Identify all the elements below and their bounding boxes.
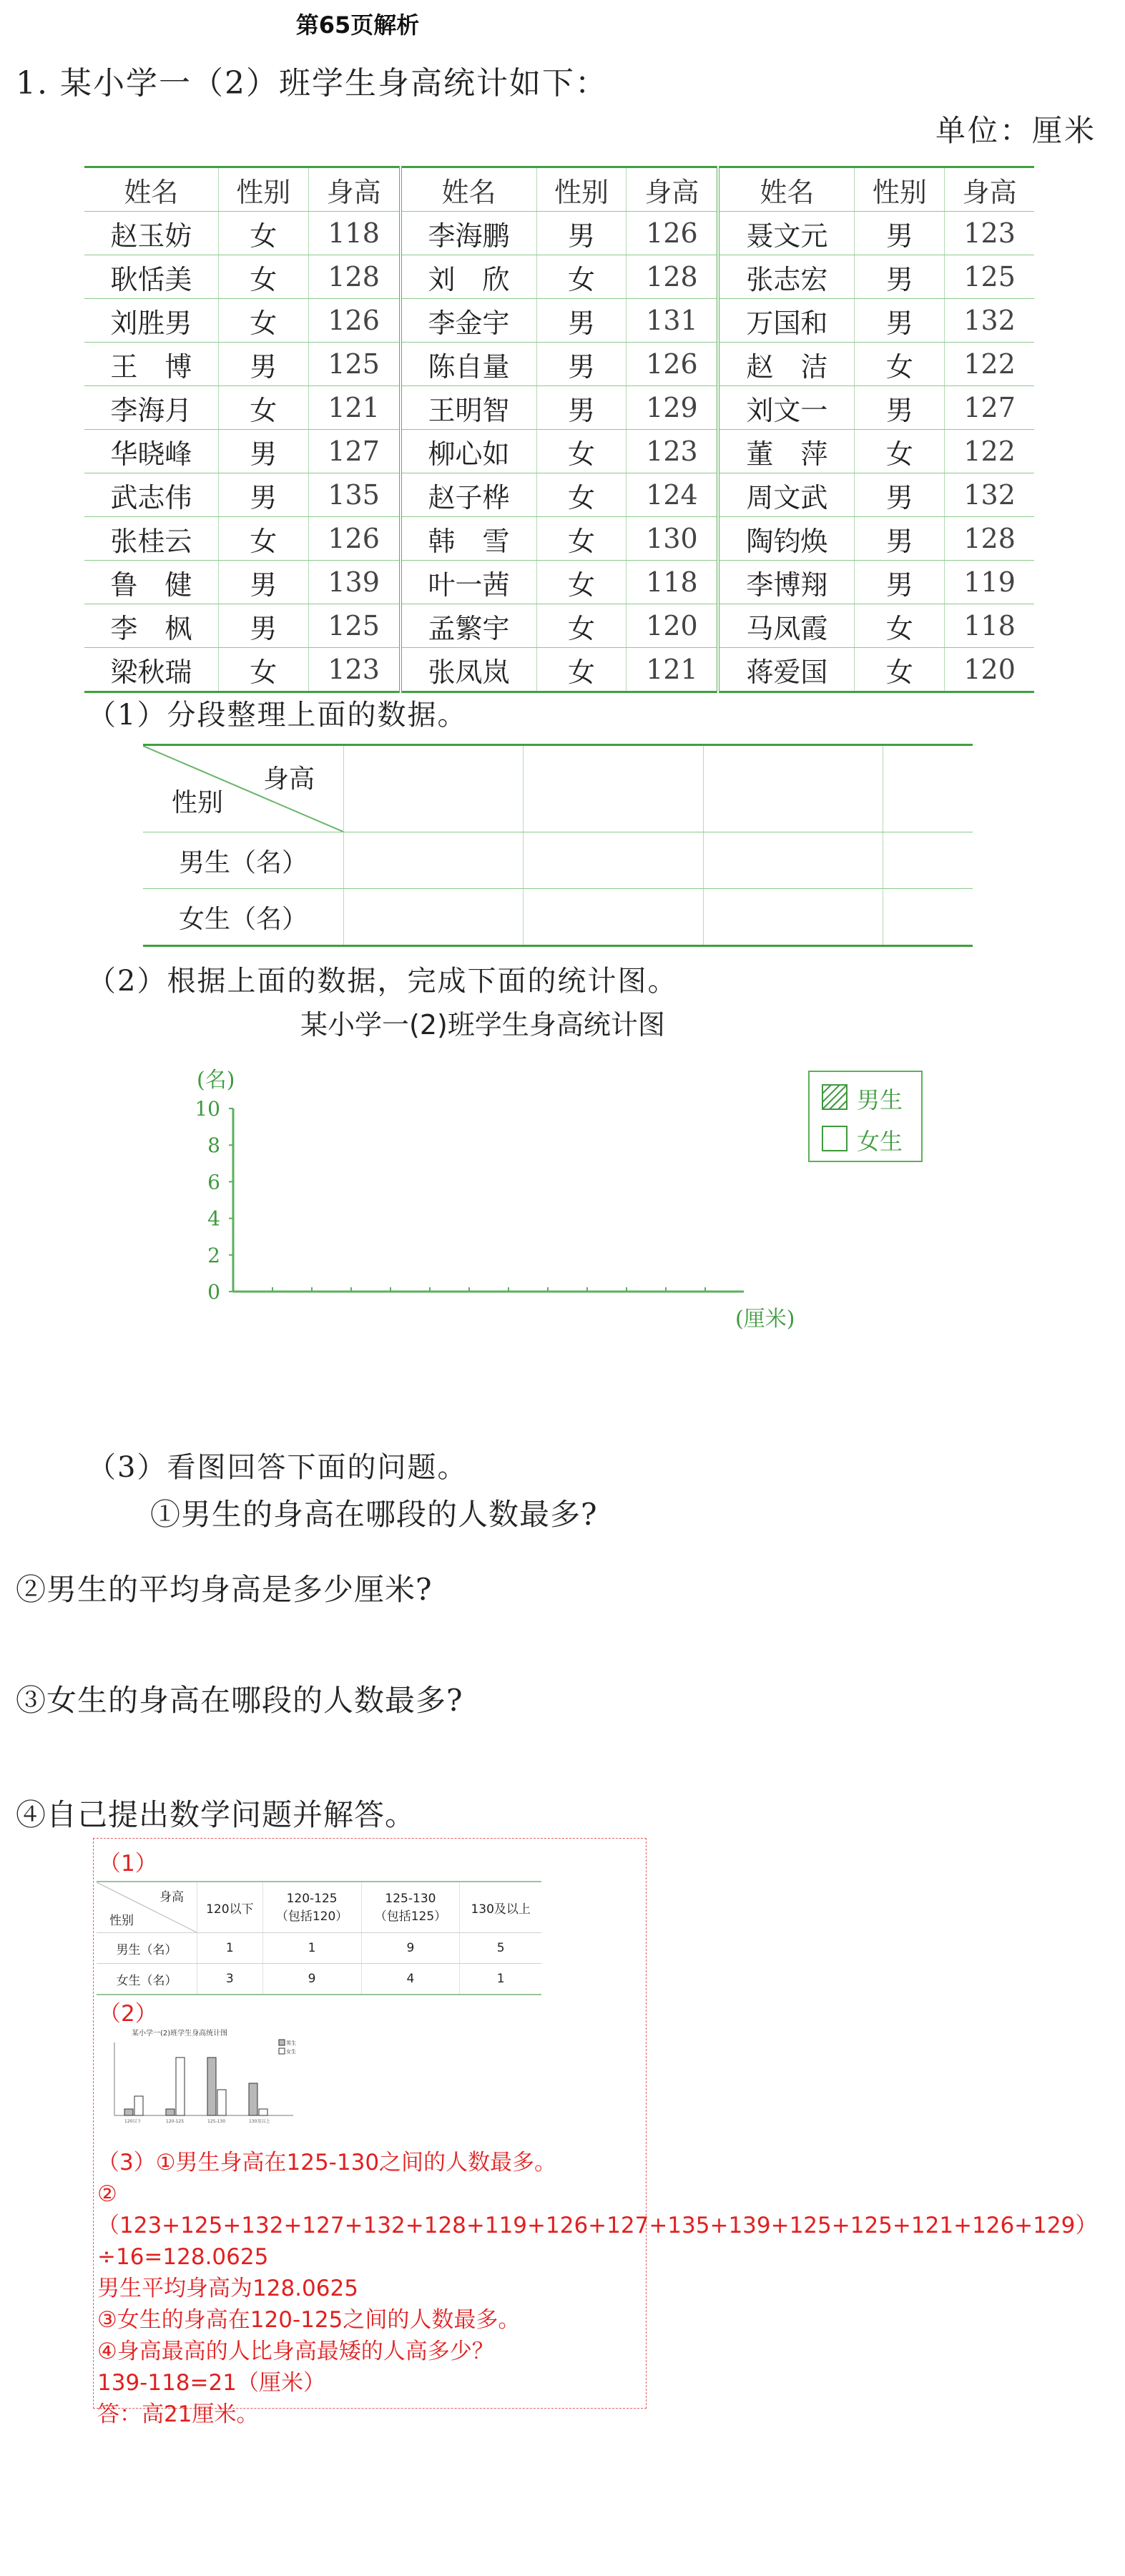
student-name: 万国和 [718, 299, 855, 343]
table-header-cell: 性别 [218, 167, 308, 212]
student-height: 126 [308, 299, 400, 343]
student-height: 121 [627, 648, 718, 692]
student-height: 122 [945, 343, 1034, 386]
student-gender: 男 [855, 473, 945, 517]
question-2: ②男生的平均身高是多少厘米? [16, 1572, 433, 1607]
table-row [84, 561, 1034, 604]
answer-cell: 9 [262, 1964, 361, 1995]
table-header-cell: 姓名 [401, 167, 537, 212]
part3-label: （3）看图回答下面的问题。 [87, 1451, 468, 1484]
height-table [84, 166, 1034, 693]
answer-cell: 1 [262, 1933, 361, 1964]
female-bar [217, 2090, 226, 2115]
row-label-male: 男生（名） [143, 832, 344, 889]
student-height: 125 [308, 604, 400, 648]
student-gender: 男 [536, 299, 627, 343]
male-bar [207, 2058, 216, 2115]
answer-cell: 1 [197, 1933, 263, 1964]
answer-col-header: 125-130 （包括125） [361, 1882, 460, 1933]
answer-line: ③女生的身高在120-125之间的人数最多。 [97, 2307, 521, 2333]
female-bar [259, 2109, 267, 2115]
answer-cell: 1 [460, 1964, 541, 1995]
y-tick-label: 6 [207, 1170, 220, 1194]
x-unit-label: (厘米) [735, 1307, 795, 1332]
y-tick-label: 2 [207, 1243, 220, 1267]
student-gender: 女 [218, 212, 308, 255]
student-name: 李海月 [84, 386, 218, 430]
answer-corner [97, 1882, 197, 1933]
answer-text-block [97, 2147, 1098, 2430]
table-row [84, 473, 1034, 517]
blank-cell[interactable] [883, 745, 973, 832]
table-row [84, 386, 1034, 430]
blank-cell[interactable] [344, 889, 524, 946]
answer-cell: 3 [197, 1964, 263, 1995]
answer-x-label: 120-125 [166, 2119, 185, 2124]
y-unit-label: (名) [197, 1068, 235, 1093]
blank-cell[interactable] [524, 832, 703, 889]
question-3: ③女生的身高在哪段的人数最多? [16, 1683, 463, 1718]
student-name: 陶钧焕 [718, 517, 855, 561]
student-height: 135 [308, 473, 400, 517]
student-gender: 女 [218, 255, 308, 299]
student-gender: 男 [855, 299, 945, 343]
student-name: 李 枫 [84, 604, 218, 648]
student-height: 123 [627, 430, 718, 473]
student-gender: 女 [855, 430, 945, 473]
student-name: 马凤霞 [718, 604, 855, 648]
student-height: 121 [308, 386, 400, 430]
male-bar [166, 2109, 175, 2115]
answer-corner-top: 身高 [159, 1890, 184, 1904]
student-height: 128 [627, 255, 718, 299]
student-name: 周文武 [718, 473, 855, 517]
answer-1-label: （1） [99, 1851, 157, 1877]
student-name: 陈自量 [401, 343, 537, 386]
student-gender: 女 [536, 604, 627, 648]
student-gender: 男 [536, 386, 627, 430]
student-name: 王明智 [401, 386, 537, 430]
answer-2-label: （2） [99, 2001, 157, 2027]
row-label-female: 女生（名） [143, 889, 344, 946]
student-name: 王 博 [84, 343, 218, 386]
empty-chart [186, 1058, 830, 1344]
student-name: 张志宏 [718, 255, 855, 299]
student-name: 韩 雪 [401, 517, 537, 561]
student-height: 127 [945, 386, 1034, 430]
student-name: 张桂云 [84, 517, 218, 561]
male-bar [124, 2109, 133, 2115]
student-gender: 女 [536, 430, 627, 473]
table-header-cell: 身高 [627, 167, 718, 212]
unit-label: 单位：厘米 [935, 113, 1096, 148]
table-header-cell: 身高 [945, 167, 1034, 212]
answer-legend-swatch [279, 2048, 285, 2054]
student-gender: 男 [855, 255, 945, 299]
student-height: 126 [308, 517, 400, 561]
student-name: 梁秋瑞 [84, 648, 218, 692]
y-tick-label: 4 [207, 1206, 220, 1231]
student-gender: 女 [536, 255, 627, 299]
student-height: 120 [945, 648, 1034, 692]
y-tick-label: 10 [195, 1097, 220, 1121]
table-header-cell: 性别 [855, 167, 945, 212]
student-gender: 男 [218, 343, 308, 386]
student-height: 126 [627, 343, 718, 386]
student-name: 李博翔 [718, 561, 855, 604]
answer-cell: 4 [361, 1964, 460, 1995]
table-row [84, 212, 1034, 255]
table-header-cell: 姓名 [84, 167, 218, 212]
student-name: 聂文元 [718, 212, 855, 255]
answer-line: ④身高最高的人比身高最矮的人高多少？ [97, 2339, 494, 2364]
student-gender: 女 [536, 517, 627, 561]
answer-table [97, 1881, 541, 1995]
chart-title: 某小学一(2)班学生身高统计图 [300, 1009, 665, 1041]
student-gender: 女 [218, 299, 308, 343]
table-header-cell: 身高 [308, 167, 400, 212]
chart-legend [808, 1071, 923, 1162]
part2-label: （2）根据上面的数据，完成下面的统计图。 [87, 965, 678, 998]
student-height: 123 [308, 648, 400, 692]
student-height: 130 [627, 517, 718, 561]
answer-chart [100, 2025, 308, 2125]
blank-table [143, 744, 973, 947]
student-name: 鲁 健 [84, 561, 218, 604]
student-name: 李海鹏 [401, 212, 537, 255]
female-bar [134, 2096, 143, 2115]
student-name: 武志伟 [84, 473, 218, 517]
student-height: 118 [627, 561, 718, 604]
student-gender: 女 [855, 604, 945, 648]
student-height: 132 [945, 473, 1034, 517]
student-name: 赵子桦 [401, 473, 537, 517]
answer-x-label: 125-130 [207, 2119, 226, 2124]
table-row [84, 299, 1034, 343]
student-height: 124 [627, 473, 718, 517]
student-gender: 男 [218, 604, 308, 648]
student-gender: 男 [218, 430, 308, 473]
student-name: 张凤岚 [401, 648, 537, 692]
answer-corner-bottom: 性别 [109, 1914, 134, 1928]
student-gender: 女 [536, 561, 627, 604]
student-height: 122 [945, 430, 1034, 473]
corner-bottom-label: 性别 [172, 788, 224, 817]
answer-row-label: 男生（名） [97, 1933, 197, 1964]
student-name: 耿恬美 [84, 255, 218, 299]
answer-line: 男生平均身高为128.0625 [97, 2276, 358, 2301]
table-row [84, 517, 1034, 561]
student-gender: 男 [855, 386, 945, 430]
answer-col-header: 120以下 [197, 1882, 263, 1933]
answer-chart-title: 某小学一(2)班学生身高统计图 [132, 2030, 228, 2037]
female-legend-swatch [821, 1125, 850, 1154]
student-name: 华晓峰 [84, 430, 218, 473]
answer-line: 答：高21厘米。 [97, 2402, 259, 2427]
answer-legend-label: 男生 [286, 2040, 296, 2046]
student-height: 132 [945, 299, 1034, 343]
student-height: 129 [627, 386, 718, 430]
question-title: 1. 某小学一（2）班学生身高统计如下： [16, 65, 608, 102]
student-gender: 男 [218, 473, 308, 517]
answer-row-label: 女生（名） [97, 1964, 197, 1995]
page-header: 第65页解析 [295, 11, 420, 39]
blank-cell[interactable] [703, 832, 883, 889]
student-gender: 男 [855, 561, 945, 604]
part1-label: （1）分段整理上面的数据。 [87, 699, 468, 732]
student-name: 李金宇 [401, 299, 537, 343]
answer-line: （3）①男生身高在125-130之间的人数最多。 [97, 2150, 557, 2176]
student-height: 128 [945, 517, 1034, 561]
student-height: 131 [627, 299, 718, 343]
student-height: 120 [627, 604, 718, 648]
student-gender: 女 [218, 648, 308, 692]
female-bar [176, 2058, 185, 2115]
answer-cell: 9 [361, 1933, 460, 1964]
student-name: 赵玉妨 [84, 212, 218, 255]
blank-cell[interactable] [524, 889, 703, 946]
blank-cell[interactable] [344, 745, 524, 832]
answer-x-label: 120以下 [124, 2119, 142, 2124]
answer-legend-label: 女生 [286, 2049, 296, 2055]
student-gender: 女 [218, 386, 308, 430]
table-row [84, 430, 1034, 473]
male-legend-swatch [821, 1083, 850, 1112]
student-gender: 男 [855, 517, 945, 561]
student-gender: 女 [855, 648, 945, 692]
student-height: 119 [945, 561, 1034, 604]
answer-col-header: 130及以上 [460, 1882, 541, 1933]
student-name: 柳心如 [401, 430, 537, 473]
blank-cell[interactable] [524, 745, 703, 832]
student-gender: 男 [536, 343, 627, 386]
y-tick-label: 0 [207, 1280, 220, 1304]
student-height: 125 [945, 255, 1034, 299]
student-height: 118 [945, 604, 1034, 648]
table-header-cell: 姓名 [718, 167, 855, 212]
student-name: 赵 洁 [718, 343, 855, 386]
table-header-cell: 性别 [536, 167, 627, 212]
answer-line: （123+125+132+127+132+128+119+126+127+135+139+125+125+121+126+129） [97, 2213, 1098, 2238]
question-4: ④自己提出数学问题并解答。 [16, 1797, 416, 1832]
question-1: ①男生的身高在哪段的人数最多? [150, 1497, 598, 1532]
student-height: 128 [308, 255, 400, 299]
answer-line: ② [97, 2181, 117, 2207]
answer-line: 139-118=21（厘米） [97, 2370, 325, 2396]
blank-cell[interactable] [703, 745, 883, 832]
table-row [84, 648, 1034, 692]
student-name: 刘 欣 [401, 255, 537, 299]
student-gender: 女 [536, 473, 627, 517]
blank-cell[interactable] [883, 889, 973, 946]
blank-cell[interactable] [703, 889, 883, 946]
corner-top-label: 身高 [262, 765, 315, 794]
table-row [84, 255, 1034, 299]
student-height: 123 [945, 212, 1034, 255]
student-name: 刘胜男 [84, 299, 218, 343]
blank-corner [143, 745, 344, 832]
student-gender: 男 [855, 212, 945, 255]
female-legend-label: 女生 [857, 1128, 903, 1155]
male-legend-label: 男生 [857, 1086, 903, 1114]
student-height: 126 [627, 212, 718, 255]
blank-cell[interactable] [344, 832, 524, 889]
student-gender: 女 [218, 517, 308, 561]
student-name: 蒋爱国 [718, 648, 855, 692]
male-bar [249, 2083, 257, 2115]
answer-x-label: 130及以上 [249, 2119, 270, 2124]
answer-legend-swatch [279, 2040, 285, 2045]
student-name: 刘文一 [718, 386, 855, 430]
answer-cell: 5 [460, 1933, 541, 1964]
answer-line: ÷16=128.0625 [97, 2244, 269, 2270]
student-height: 118 [308, 212, 400, 255]
student-gender: 男 [218, 561, 308, 604]
table-row [84, 343, 1034, 386]
answer-col-header: 120-125 （包括120） [262, 1882, 361, 1933]
student-height: 125 [308, 343, 400, 386]
table-row [84, 604, 1034, 648]
student-gender: 女 [855, 343, 945, 386]
student-gender: 男 [536, 212, 627, 255]
blank-cell[interactable] [883, 832, 973, 889]
student-height: 139 [308, 561, 400, 604]
student-name: 叶一茜 [401, 561, 537, 604]
student-gender: 女 [536, 648, 627, 692]
student-height: 127 [308, 430, 400, 473]
student-name: 孟繁宇 [401, 604, 537, 648]
student-name: 董 萍 [718, 430, 855, 473]
y-tick-label: 8 [207, 1134, 220, 1158]
